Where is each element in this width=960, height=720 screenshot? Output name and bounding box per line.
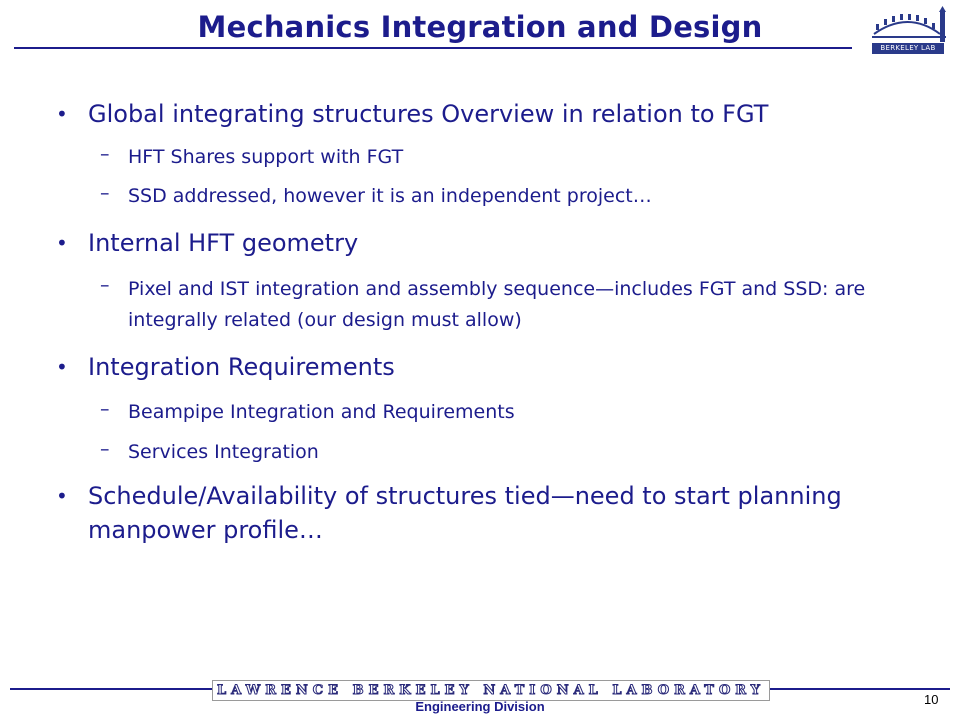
sub-bullet-item: Services Integration [128, 441, 319, 463]
bullet-marker: • [56, 231, 68, 255]
bullet-marker: • [56, 102, 68, 126]
bullet-marker: • [56, 355, 68, 379]
slide-title: Mechanics Integration and Design [197, 10, 763, 44]
division-label: Engineering Division [415, 699, 545, 714]
sub-bullet-item: HFT Shares support with FGT [128, 146, 404, 168]
footer-banner-text: LAWRENCE BERKELEY NATIONAL LABORATORY [217, 683, 765, 698]
dash-marker: – [100, 143, 110, 165]
bullet-marker: • [56, 484, 68, 508]
logo-label: BERKELEY LAB [872, 43, 944, 54]
sub-bullet-item: Beampipe Integration and Requirements [128, 401, 515, 423]
dash-marker: – [100, 274, 110, 296]
sub-bullet-item: SSD addressed, however it is an independent project… [128, 185, 652, 207]
dash-marker: – [100, 398, 110, 420]
footer-banner [212, 680, 770, 701]
page-number: 10 [924, 692, 939, 707]
bullet-item: Internal HFT geometry [88, 229, 359, 257]
bullet-item: Schedule/Availability of structures tied—need to start planning manpower profile… [88, 482, 842, 544]
sub-bullet-item: Pixel and IST integration and assembly sequence—includes FGT and SSD: are integrally related (our design must allow) [128, 278, 866, 331]
bullet-item: Integration Requirements [88, 353, 395, 381]
dash-marker: – [100, 182, 110, 204]
bullet-item: Global integrating structures Overview in relation to FGT [88, 100, 769, 128]
dash-marker: – [100, 438, 110, 460]
title-divider [14, 47, 852, 49]
